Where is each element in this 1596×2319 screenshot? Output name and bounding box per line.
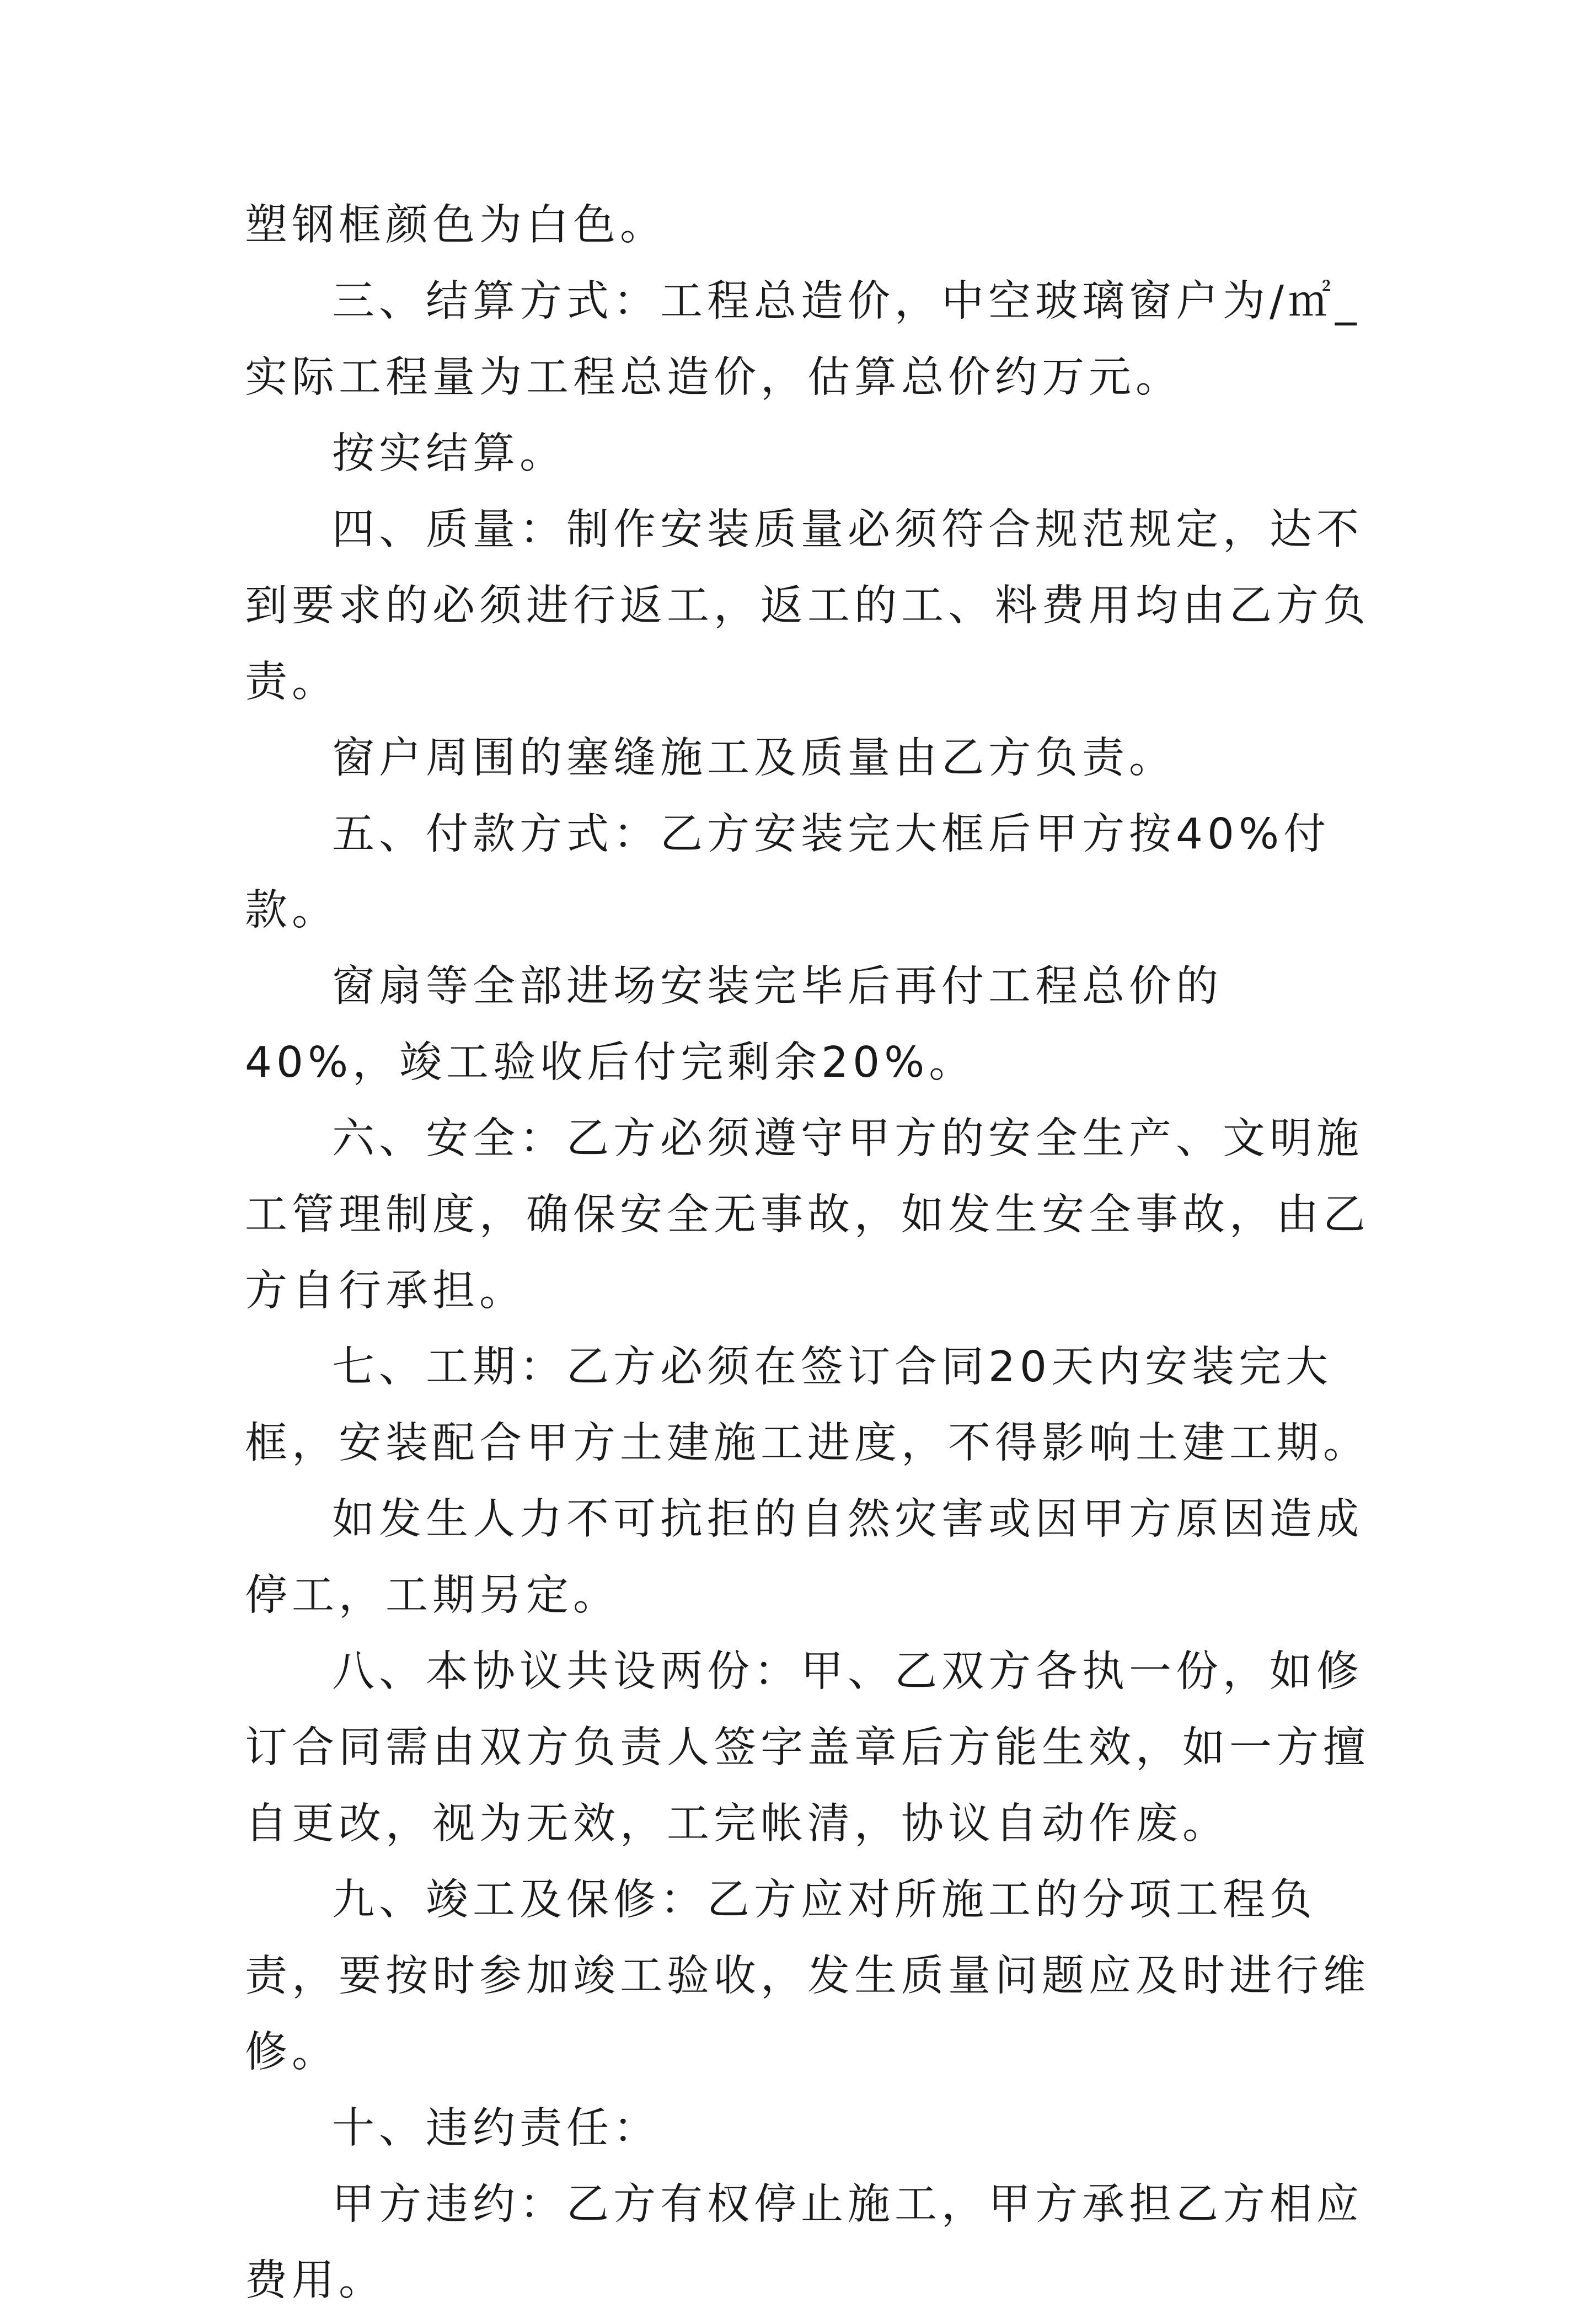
paragraph: 窗户周围的塞缝施工及质量由乙方负责。	[332, 734, 1176, 783]
paragraph: 六、安全：乙方必须遵守甲方的安全生产、文明施工管理制度，确保安全无事故，如发生安全事故，由乙方自行承担。	[245, 1114, 1370, 1316]
paragraph: 按实结算。	[332, 429, 566, 478]
paragraph: 如发生人力不可抗拒的自然灾害或因甲方原因造成停工，工期另定。	[245, 1495, 1363, 1620]
document-body	[245, 188, 1375, 2319]
paragraph: 七、工期：乙方必须在签订合同20天内安装完大框，安装配合甲方土建施工进度，不得影响土建工期。	[245, 1343, 1370, 1468]
paragraph: 十、违约责任：	[332, 2104, 660, 2153]
paragraph: 四、质量：制作安装质量必须符合规范规定，达不到要求的必须进行返工，返工的工、料费用均由乙方负责。	[245, 505, 1370, 707]
paragraph: 塑钢框颜色为白色。	[245, 201, 667, 250]
paragraph: 甲方违约：乙方有权停止施工，甲方承担乙方相应费用。	[245, 2180, 1363, 2305]
paragraph: 三、结算方式：工程总造价，中空玻璃窗户为/㎡_实际工程量为工程总造价，估算总价约万元。	[245, 277, 1361, 402]
paragraph: 五、付款方式：乙方安装完大框后甲方按40%付款。	[245, 810, 1331, 935]
paragraph: 九、竣工及保修：乙方应对所施工的分项工程负责，要按时参加竣工验收，发生质量问题应及时进行维修。	[245, 1875, 1370, 2077]
paragraph: 窗扇等全部进场安装完毕后再付工程总价的40%，竣工验收后付完剩余20%。	[245, 962, 1223, 1087]
paragraph: 八、本协议共设两份：甲、乙双方各执一份，如修订合同需由双方负责人签字盖章后方能生效，如一方擅自更改，视为无效，工完帐清，协议自动作废。	[245, 1647, 1370, 1848]
